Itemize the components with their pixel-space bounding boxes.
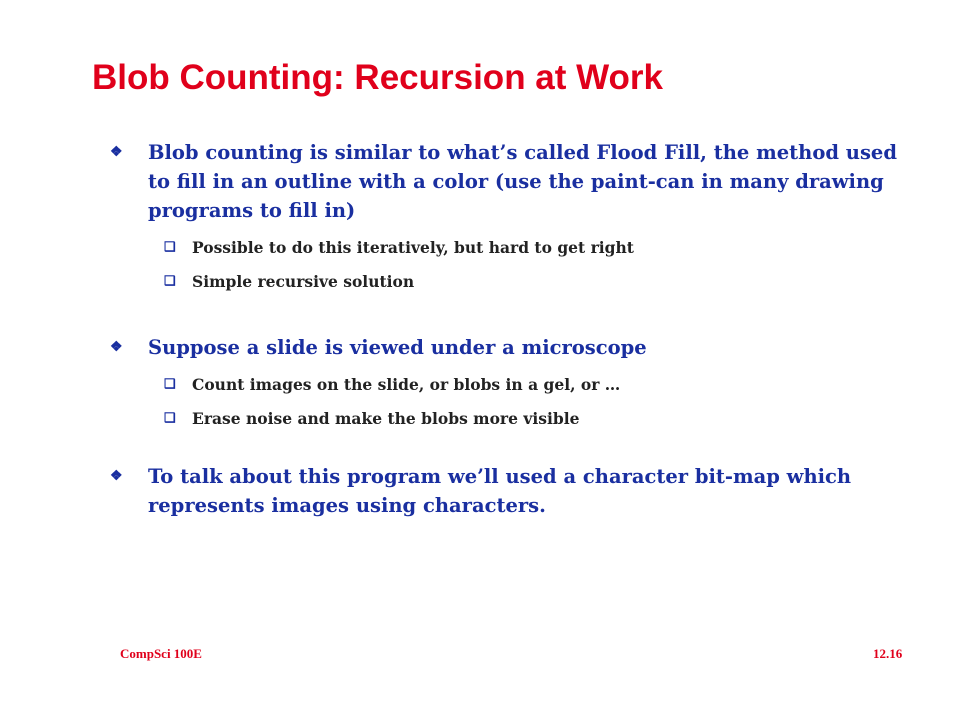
sub-bullet-text: Count images on the slide, or blobs in a gel, or … [192, 375, 621, 394]
diamond-bullet-icon: ❖ [110, 144, 123, 160]
square-bullet-icon: ❑ [164, 411, 176, 426]
bullet-item [110, 333, 900, 362]
spacer [110, 430, 900, 462]
bullet-text: Suppose a slide is viewed under a microscope [148, 336, 647, 359]
footer-course: CompSci 100E [120, 646, 202, 661]
bullet-text: To talk about this program we’ll used a character bit-map which represents images using characters. [148, 465, 852, 517]
bullet-item [110, 462, 900, 520]
sub-bullet-text: Possible to do this iteratively, but hard to get right [192, 238, 634, 257]
spacer [110, 293, 900, 333]
sub-bullet-text: Erase noise and make the blobs more visible [192, 409, 580, 428]
slide-body [110, 138, 900, 520]
sub-bullet-item [110, 237, 900, 259]
square-bullet-icon: ❑ [164, 377, 176, 392]
square-bullet-icon: ❑ [164, 274, 176, 289]
bullet-text: Blob counting is similar to what’s called Flood Fill, the method used to fill in an outline with a color (use the paint-can in many drawing programs to fill in) [148, 141, 897, 222]
diamond-bullet-icon: ❖ [110, 468, 123, 484]
bullet-item [110, 138, 900, 225]
sub-bullet-text: Simple recursive solution [192, 272, 415, 291]
sub-bullet-item [110, 408, 900, 430]
sub-bullet-item [110, 374, 900, 396]
footer-slide-number: 12.16 [873, 646, 903, 661]
square-bullet-icon: ❑ [164, 240, 176, 255]
slide-title: Blob Counting: Recursion at Work [92, 58, 664, 97]
diamond-bullet-icon: ❖ [110, 339, 123, 355]
sub-bullet-item [110, 271, 900, 293]
